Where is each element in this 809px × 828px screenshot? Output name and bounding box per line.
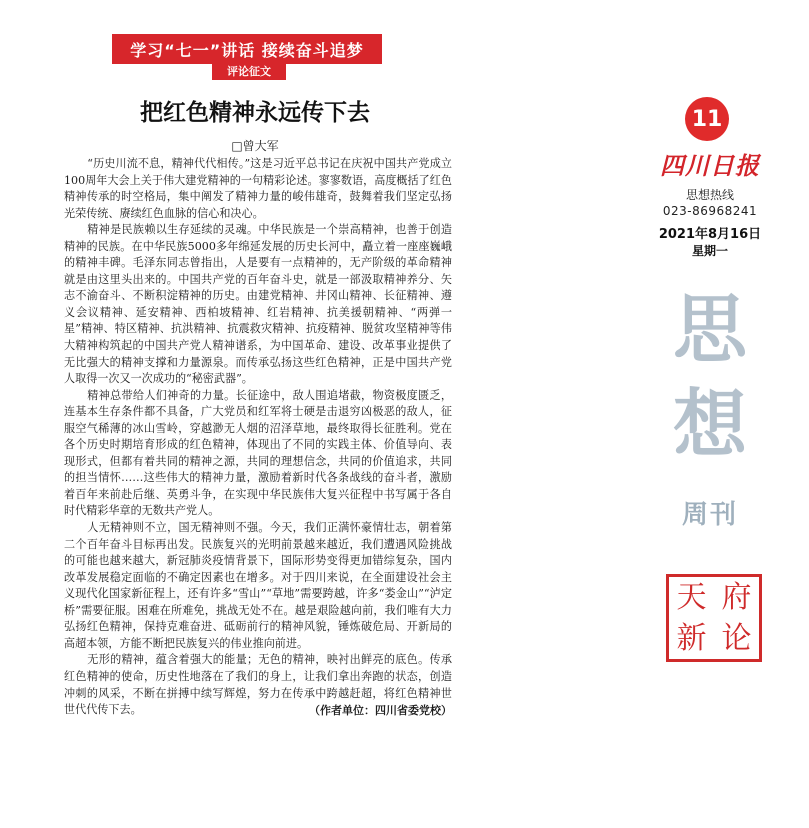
seal-char: 论 — [721, 620, 752, 656]
seal-char: 天 — [676, 579, 707, 615]
issue-weekday: 星期一 — [691, 244, 728, 258]
column-tag: 评论征文 — [212, 62, 286, 80]
seal-char: 府 — [721, 579, 752, 615]
paragraph: 精神是民族赖以生存延续的灵魂。中华民族是一个崇高精神，也善于创造精神的民族。在中华民族5000多年绵延发展的历史长河中，矗立着一座座巍峨的精神丰碑。毛泽东同志曾指出，人是要有一点精神的，无产阶级的革命精神就是由这里头出来的。中国共产党的百年奋斗史，就是一部汲取精神养分、矢志不渝奋斗、不断积淀精神的历史。由建党精神、井冈山精神、长征精神、遵义会议精神、延安精神、西柏坡精神、红岩精神、抗美援朝精神、“两弹一星”精神、特区精神、抗洪精神、抗震救灾精神、抗疫精神、脱贫攻坚精神等伟大精神构筑起的中国共产党人精神谱系，为中国革命、建设、改革事业提供了无比强大的精神支撑和力量源泉。而传承弘扬这些红色精神，正是中国共产党人取得一次又一次成功的“秘密武器”。 — [64, 223, 452, 386]
article-body — [64, 156, 452, 719]
page-number-badge: 11 — [685, 97, 729, 141]
author-affiliation: （作者单位：四川省委党校） — [309, 703, 452, 717]
issue-date: 2021年8月16日 — [658, 227, 762, 242]
seal-char: 新 — [676, 620, 707, 656]
paragraph: 人无精神则不立，国无精神则不强。今天，我们正满怀豪情壮志，朝着第二个百年奋斗目标再出发。民族复兴的光明前景越来越近，我们遭遇风险挑战的可能也越来越大，新冠肺炎疫情背景下，国际形势变得更加错综复杂，国内改革发展稳定面临的不确定因素也在增多。对于四川来说，在全面建设社会主义现代化国家新征程上，还有许多“雪山”“草地”需要跨越，许多“娄金山”“泸定桥”需要征服。困难在所难免，挑战无处不在。越是艰险越向前，我们唯有大力弘扬红色精神，保持克难奋进、砥砺前行的精神风貌，锤炼破危局、开新局的高超本领，方能不断把民族复兴的伟业推向前进。 — [64, 521, 452, 650]
paragraph: 精神总带给人们神奇的力量。长征途中，敌人围追堵截，物资极度匮乏，连基本生存条件都不具备，广大党员和红军将士硬是击退穷凶极恶的敌人，征服空气稀薄的冰山雪岭，穿越渺无人烟的沼泽草地，最终取得长征胜利。党在各个历史时期培育形成的红色精神，体现出了不同的实践主体、价值导向、表现形式，但都有着共同的精神之源，共同的理想信念，共同的价值追求，共同的担当情怀……这些伟大的精神力量，激励着新时代各条战线的奋斗者，激励着百年来前赴后继、英勇斗争，在实现中华民族伟大复兴征程中书写属于各自时代精彩华章的无数共产党人。 — [64, 388, 452, 518]
tianfu-xinlun-seal — [666, 574, 762, 662]
article-byline: □曾大军 — [231, 139, 279, 153]
paragraph: “历史川流不息，精神代代相传。”这是习近平总书记在庆祝中国共产党成立100周年大会上关于伟大建党精神的一句精彩论述。寥寥数语，高度概括了红色精神传承的时空格局，集中阐发了精神力量的峻伟雄奇，鼓舞着我们坚定弘扬光荣传统、赓续红色血脉的信心和决心。 — [64, 157, 452, 220]
column-banner: 学习“七一”讲话 接续奋斗追梦 — [112, 34, 382, 64]
section-subtitle: 周刊 — [681, 500, 738, 530]
paragraph: 无形的精神，蕴含着强大的能量；无色的精神，映衬出鲜亮的底色。传承红色精神的使命，历史性地落在了我们的身上，让我们拿出奔跑的状态，创造冲刺的风采，不断在拼搏中续写辉煌，努力在传承中跨越赶超，将红色精神世世代代传下去。 — [64, 653, 452, 717]
newspaper-logo: 四川日报 — [660, 151, 760, 180]
section-title-char: 想 — [673, 382, 747, 468]
hotline-phone: 023-86968241 — [662, 204, 758, 218]
section-title-char: 思 — [673, 287, 747, 373]
article-title: 把红色精神永远传下去 — [140, 100, 370, 126]
hotline-label: 思想热线 — [685, 188, 734, 202]
